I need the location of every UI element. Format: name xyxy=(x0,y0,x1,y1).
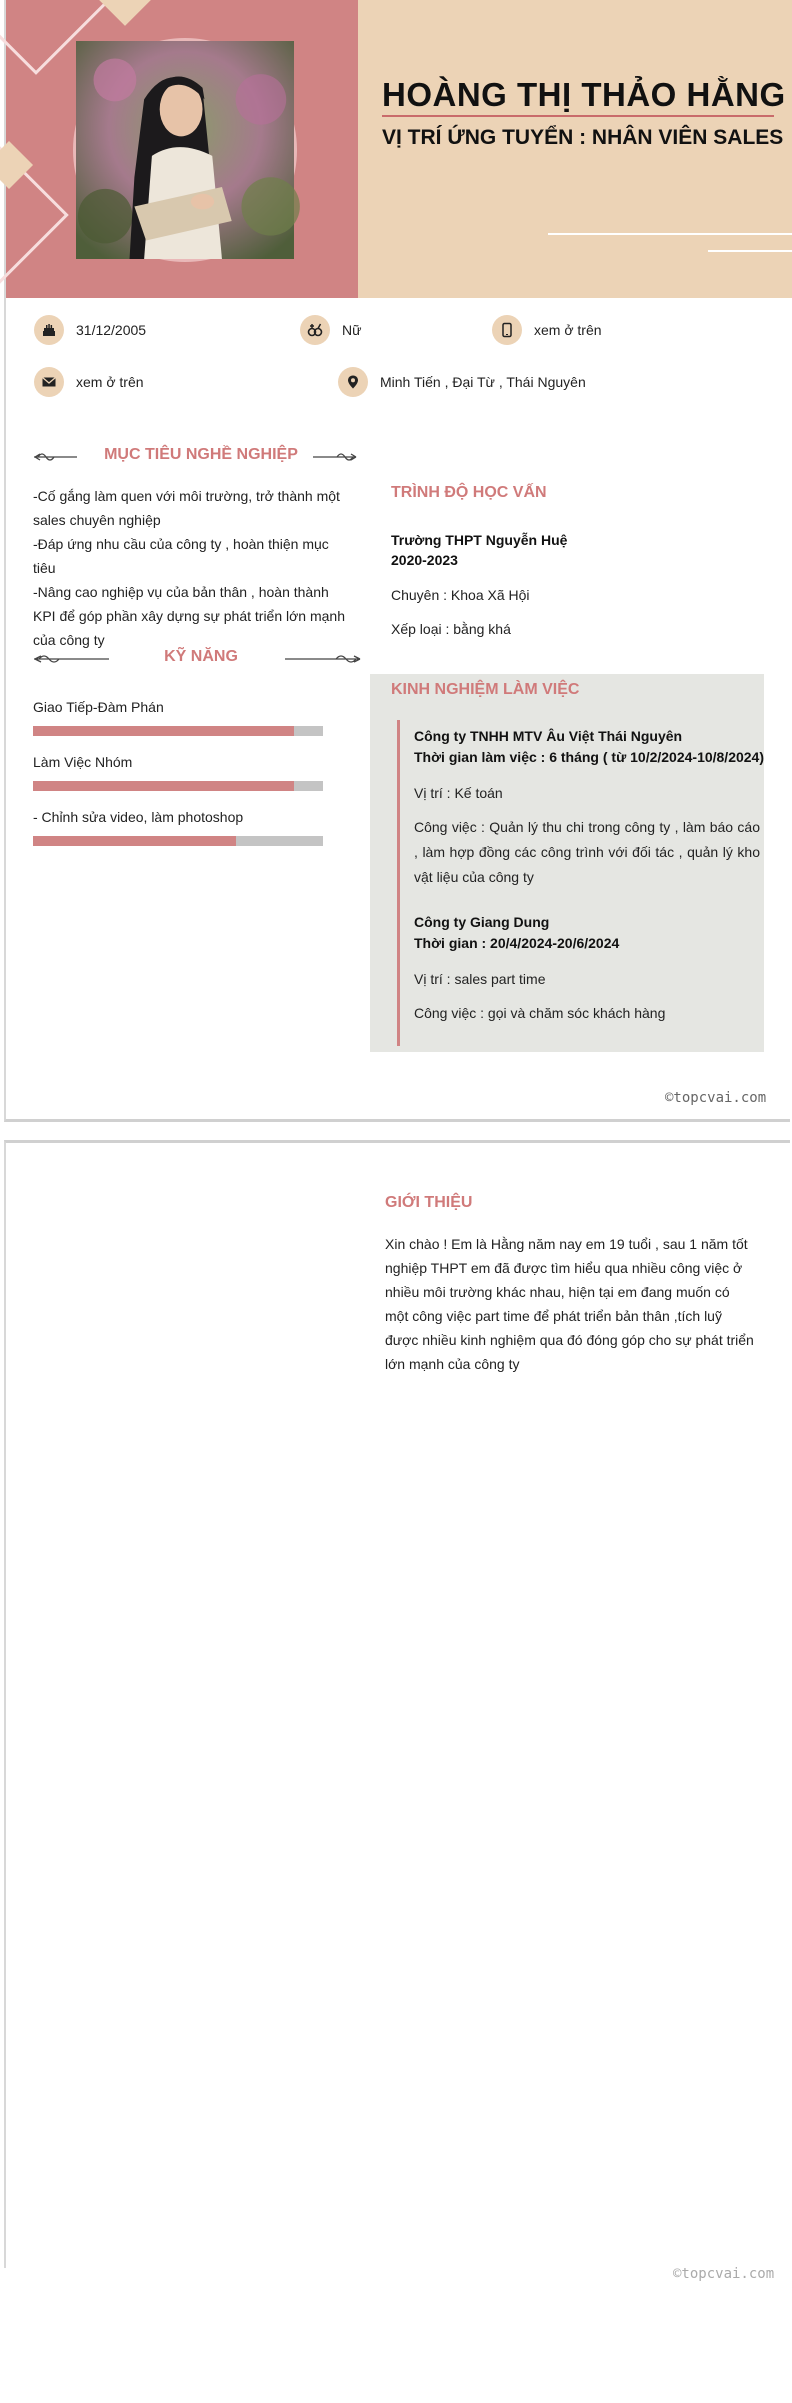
portrait-image xyxy=(76,41,294,259)
school-years: 2020-2023 xyxy=(391,552,458,568)
job-role: Vị trí : sales part time xyxy=(414,971,546,987)
education-rank: Xếp loại : bằng khá xyxy=(391,621,511,637)
location-pin-icon xyxy=(338,367,368,397)
contact-birthday xyxy=(34,315,146,345)
decor-diamond xyxy=(98,0,152,26)
flourish-right-icon xyxy=(284,652,362,666)
applied-position: VỊ TRÍ ỨNG TUYỂN : NHÂN VIÊN SALES xyxy=(382,126,784,149)
objective-line: -Đáp ứng nhu cầu của công ty , hoàn thiện mục tiêu xyxy=(33,536,329,576)
contact-address xyxy=(338,367,586,397)
birthday-value: 31/12/2005 xyxy=(76,322,147,338)
skills-title: KỸ NĂNG xyxy=(164,648,238,665)
mail-icon xyxy=(34,367,64,397)
flourish-left-icon xyxy=(33,450,79,464)
gender-value: Nữ xyxy=(342,322,362,338)
job-role: Vị trí : Kế toán xyxy=(414,785,503,801)
job-header xyxy=(414,726,764,768)
candidate-name: HOÀNG THỊ THẢO HẰNG xyxy=(382,76,786,113)
email-value: xem ở trên xyxy=(76,374,144,390)
job-time: Thời gian làm việc : 6 tháng ( từ 10/2/2024-10/8/2024) xyxy=(414,749,765,765)
phone-icon xyxy=(492,315,522,345)
objective-text xyxy=(33,484,353,652)
contact-phone xyxy=(492,315,602,345)
skill-bar xyxy=(33,836,323,846)
decor-line xyxy=(708,250,792,252)
education-title: TRÌNH ĐỘ HỌC VẤN xyxy=(391,484,547,501)
experience-title: KINH NGHIỆM LÀM VIỆC xyxy=(391,681,580,698)
profile-photo xyxy=(73,38,297,262)
skill-bar xyxy=(33,726,323,736)
address-value: Minh Tiến , Đại Từ , Thái Nguyên xyxy=(380,374,586,390)
job-time: Thời gian : 20/4/2024-20/6/2024 xyxy=(414,935,620,951)
skill-name: Giao Tiếp-Đàm Phán xyxy=(33,699,164,715)
cake-icon xyxy=(34,315,64,345)
education-school xyxy=(391,530,567,570)
flourish-left-icon xyxy=(33,652,111,666)
skill-bar-fill xyxy=(33,726,294,736)
job-company: Công ty Giang Dung xyxy=(414,914,550,930)
objective-title: MỤC TIÊU NGHỀ NGHIỆP xyxy=(104,446,298,463)
skill-name: - Chỉnh sửa video, làm photoshop xyxy=(33,809,244,825)
name-underline xyxy=(382,115,774,117)
job-header xyxy=(414,912,619,954)
intro-title: GIỚI THIỆU xyxy=(385,1194,473,1211)
skill-name: Làm Việc Nhóm xyxy=(33,754,133,770)
contact-email xyxy=(34,367,144,397)
phone-value: xem ở trên xyxy=(534,322,602,338)
objective-line: -Nâng cao nghiệp vụ của bản thân , hoàn thành KPI để góp phần xây dựng sự phát triển lớn mạnh của công ty xyxy=(33,584,346,648)
flourish-right-icon xyxy=(312,450,358,464)
decor-line xyxy=(548,233,792,235)
education-major: Chuyên : Khoa Xã Hội xyxy=(391,587,530,603)
job-duties: Công việc : gọi và chăm sóc khách hàng xyxy=(414,1005,666,1021)
objective-line: -Cố gắng làm quen với môi trường, trở thành một sales chuyên nghiệp xyxy=(33,488,340,528)
skill-bar xyxy=(33,781,323,791)
school-name: Trường THPT Nguyễn Huệ xyxy=(391,532,568,548)
skill-bar-fill xyxy=(33,781,294,791)
skill-bar-fill xyxy=(33,836,236,846)
cv-page-1 xyxy=(4,0,790,1122)
job-company: Công ty TNHH MTV Âu Việt Thái Nguyên xyxy=(414,728,683,744)
experience-timeline xyxy=(397,720,400,1046)
contact-gender xyxy=(300,315,361,345)
watermark: ©topcvai.com xyxy=(673,2266,775,2282)
job-duties: Công việc : Quản lý thu chi trong công ty , làm báo cáo , làm hợp đồng các công trình với đối tác , quản lý kho vật liệu của công ty xyxy=(414,819,760,885)
header-left-panel xyxy=(6,0,358,298)
gender-icon xyxy=(300,315,330,345)
intro-text: Xin chào ! Em là Hằng năm nay em 19 tuổi , sau 1 năm tốt nghiệp THPT em đã được tìm hiểu qua nhiều công việc ở nhiều môi trường khác nhau, hiện tại em đang muốn có một công việc part time để phát triển bản thân ,tích luỹ được nhiều kinh nghiệm qua đó đóng góp cho sự phát triển lớn mạnh của công ty xyxy=(385,1236,754,1372)
watermark: ©topcvai.com xyxy=(665,1090,767,1106)
